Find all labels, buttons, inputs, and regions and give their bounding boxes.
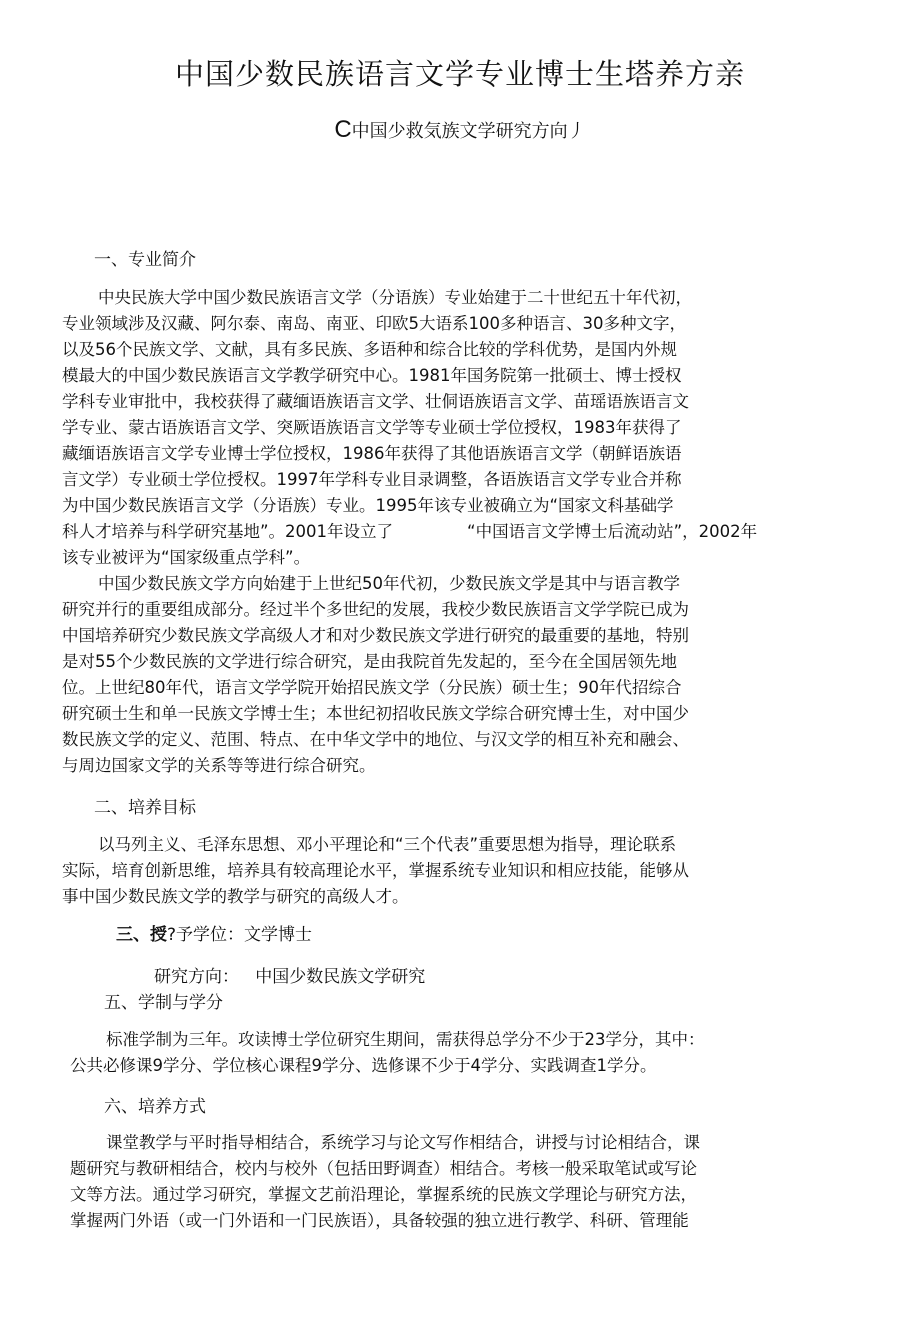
text-line: 藏缅语族语言文学专业博士学位授权，1986年获得了其他语族语言文学（朝鲜语族语 bbox=[62, 444, 682, 463]
document-subtitle bbox=[0, 116, 920, 146]
section-5-paragraph bbox=[70, 1027, 705, 1079]
text-line: 学科专业审批中，我校获得了藏缅语族语言文学、壮侗语族语言文学、苗瑶语族语言文 bbox=[62, 392, 689, 411]
section-3-heading bbox=[116, 923, 312, 947]
document-title: 中国少数民族语言文学专业博士生塔养方亲 bbox=[174, 57, 745, 91]
text-line: 为中国少数民族语言文学（分语族）专业。1995年该专业被确立为“国家文科基础学 bbox=[62, 496, 674, 515]
text-line: 学专业、蒙古语族语言文学、突厥语族语言文学等专业硕士学位授权，1983年获得了 bbox=[62, 418, 682, 437]
subtitle-text: 中国少救気族文学研究方向丿 bbox=[351, 121, 586, 142]
section-6-heading: 六、培养方式 bbox=[104, 1097, 206, 1117]
text-line: 文等方法。通过学习研究，掌握文艺前沿理论，掌握系统的民族文学理论与研究方法， bbox=[70, 1185, 697, 1204]
section-1-paragraph-2 bbox=[62, 571, 689, 779]
text-line: 与周边国家文学的关系等等进行综合研究。 bbox=[62, 756, 376, 775]
text-line: 掌握两门外语（或一门外语和一门民族语），具备较强的独立进行教学、科研、管理能 bbox=[70, 1211, 689, 1230]
section-2-paragraph bbox=[62, 832, 689, 910]
text-line: 数民族文学的定义、范围、特点、在中华文学中的地位、与汉文学的相互补充和融会、 bbox=[62, 730, 689, 749]
text-line: 题研究与教研相结合，校内与校外（包括田野调查）相结合。考核一般采取笔试或写论 bbox=[70, 1159, 697, 1178]
text-segment: 科人才培养与科学研究基地”。2001年设立了 bbox=[62, 522, 394, 541]
text-line: 课堂教学与平时指导相结合，系统学习与论文写作相结合，讲授与讨论相结合，课 bbox=[106, 1133, 700, 1152]
text-line: 模最大的中国少数民族语言文学教学研究中心。1981年国务院第一批硕士、博士授权 bbox=[62, 366, 682, 385]
text-line: 研究并行的重要组成部分。经过半个多世纪的发展，我校少数民族语言文学学院已成为 bbox=[62, 600, 689, 619]
text-line: 实际，培育创新思维，培养具有较高理论水平，掌握系统专业知识和相应技能，能够从 bbox=[62, 861, 689, 880]
text-line: 以及56个民族文学、文献，具有多民族、多语种和综合比较的学科优势，是国内外规 bbox=[62, 340, 677, 359]
text-line: 以马列主义、毛泽东思想、邓小平理论和“三个代表”重要思想为指导，理论联系 bbox=[98, 835, 677, 854]
research-direction: 研究方向： 中国少数民族文学研究 bbox=[154, 967, 426, 987]
text-line: 标准学制为三年。攻读博士学位研究生期间，需获得总学分不少于23学分，其中： bbox=[106, 1030, 705, 1049]
text-line: 中国培养研究少数民族文学高级人才和对少数民族文学进行研究的最重要的基地，特别 bbox=[62, 626, 689, 645]
section-1-paragraph-1 bbox=[62, 285, 757, 571]
text-segment: “中国语言文学博士后流动站”，2002年 bbox=[467, 522, 758, 541]
section-3-heading-bold: 三、授 bbox=[116, 925, 167, 945]
subtitle-prefix: C bbox=[334, 116, 352, 143]
text-line: 是对55个少数民族的文学进行综合研究，是由我院首先发起的，至今在全国居领先地 bbox=[62, 652, 677, 671]
text-line: 中国少数民族文学方向始建于上世纪50年代初，少数民族文学是其中与语言教学 bbox=[98, 574, 680, 593]
text-line: 该专业被评为“国家级重点学科”。 bbox=[62, 548, 311, 567]
text-line: 言文学）专业硕士学位授权。1997年学科专业目录调整，各语族语言文学专业合并称 bbox=[62, 470, 682, 489]
section-1-heading: 一、专业简介 bbox=[94, 250, 196, 270]
text-line: 位。上世纪80年代，语言文学学院开始招民族文学（分民族）硕士生；90年代招综合 bbox=[62, 678, 682, 697]
section-6-paragraph bbox=[70, 1130, 700, 1234]
text-line bbox=[62, 519, 757, 545]
section-2-heading: 二、培养目标 bbox=[94, 798, 196, 818]
section-5-heading: 五、学制与学分 bbox=[104, 993, 223, 1013]
text-line: 事中国少数民族文学的教学与研究的高级人才。 bbox=[62, 887, 409, 906]
section-3-heading-rest: ?予学位：文学博士 bbox=[167, 925, 313, 945]
text-line: 中央民族大学中国少数民族语言文学（分语族）专业始建于二十世纪五十年代初， bbox=[98, 288, 692, 307]
text-line: 研究硕士生和单一民族文学博士生；本世纪初招收民族文学综合研究博士生，对中国少 bbox=[62, 704, 689, 723]
text-line: 专业领域涉及汉藏、阿尔泰、南岛、南亚、印欧5大语系100多种语言、30多种文字， bbox=[62, 314, 686, 333]
text-line: 公共必修课9学分、学位核心课程9学分、选修课不少于4学分、实践调查1学分。 bbox=[70, 1056, 657, 1075]
